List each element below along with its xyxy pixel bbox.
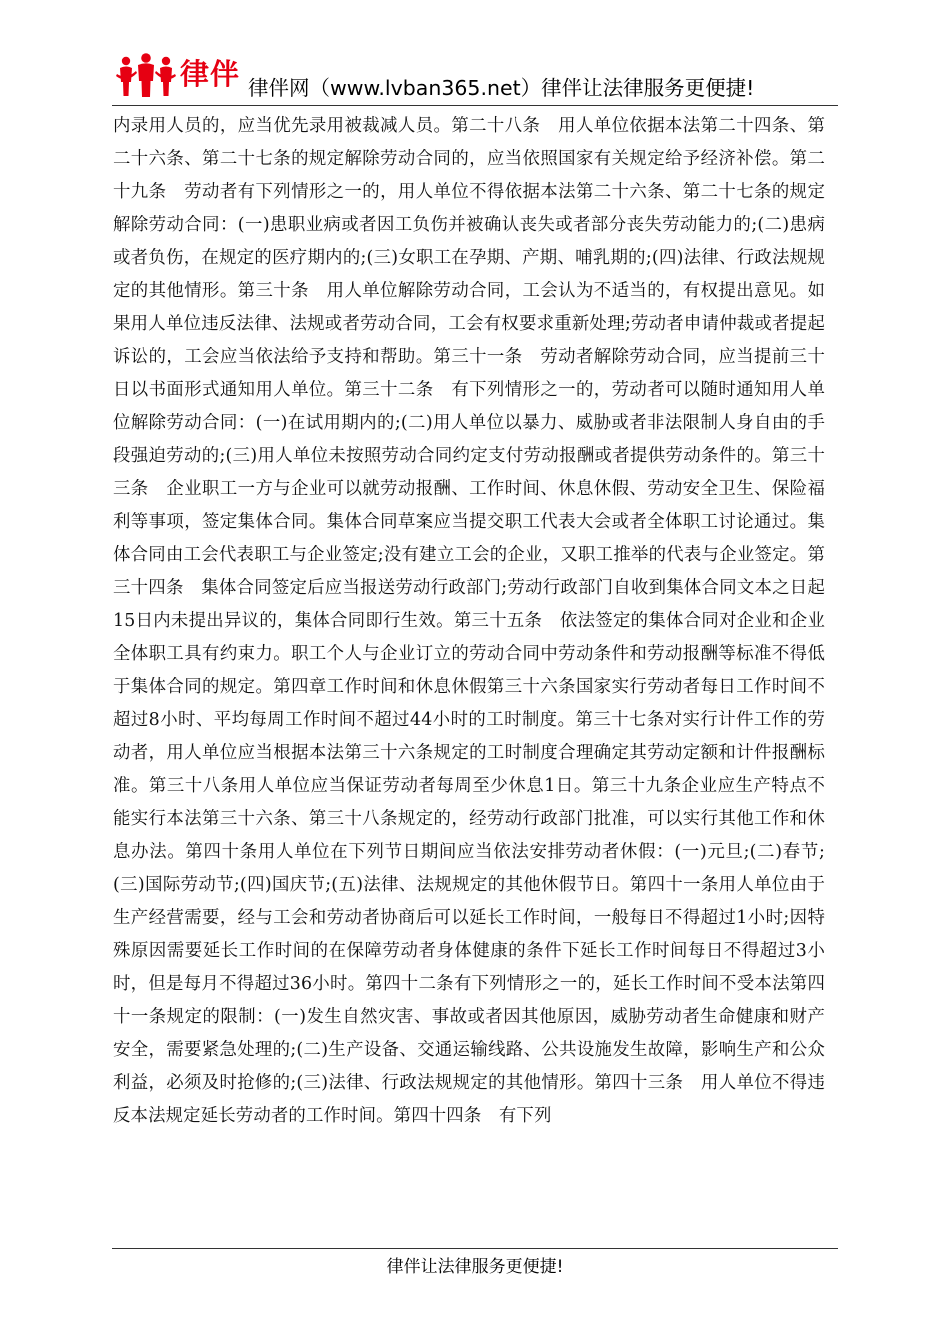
footer-slogan: 律伴让法律服务更便捷! — [386, 1257, 564, 1277]
lvban-logo-icon — [116, 52, 176, 100]
logo — [116, 52, 256, 100]
document-body: 内录用人员的，应当优先录用被裁减人员。第二十八条 用人单位依据本法第二十四条、第二十六条、第二十七条的规定解除劳动合同的，应当依照国家有关规定给予经济补偿。第二十九条 劳动者有下列情形之一的，用人单位不得依据本法第二十六条、第二十七条的规定解除劳动合同：(一)患职业病或者因工负伤并被确认丧失或者部分丧失劳动能力的;(二)患病或者负伤，在规定的医疗期内的;(三)女职工在孕期、产期、哺乳期的;(四)法律、行政法规规定的其他情形。第三十条 用人单位解除劳动合同，工会认为不适当的，有权提出意见。如果用人单位违反法律、法规或者劳动合同，工会有权要求重新处理;劳动者申请仲裁或者提起诉讼的，工会应当依法给予支持和帮助。第三十一条 劳动者解除劳动合同，应当提前三十日以书面形式通知用人单位。第三十二条 有下列情形之一的，劳动者可以随时通知用人单位解除劳动合同：(一)在试用期内的;(二)用人单位以暴力、威胁或者非法限制人身自由的手段强迫劳动的;(三)用人单位未按照劳动合同约定支付劳动报酬或者提供劳动条件的。第三十三条 企业职工一方与企业可以就劳动报酬、工作时间、休息休假、劳动安全卫生、保险福利等事项，签定集体合同。集体合同草案应当提交职工代表大会或者全体职工讨论通过。集体合同由工会代表职工与企业签定;没有建立工会的企业，又职工推举的代表与企业签定。第三十四条 集体合同签定后应当报送劳动行政部门;劳动行政部门自收到集体合同文本之日起15日内未提出异议的，集体合同即行生效。第三十五条 依法签定的集体合同对企业和企业全体职工具有约束力。职工个人与企业订立的劳动合同中劳动条件和劳动报酬等标准不得低于集体合同的规定。第四章工作时间和休息休假第三十六条国家实行劳动者每日工作时间不超过8小时、平均每周工作时间不超过44小时的工时制度。第三十七条对实行计件工作的劳动者，用人单位应当根据本法第三十六条规定的工时制度合理确定其劳动定额和计件报酬标准。第三十八条用人单位应当保证劳动者每周至少休息1日。第三十九条企业应生产特点不能实行本法第三十六条、第三十八条规定的，经劳动行政部门批准，可以实行其他工作和休息办法。第四十条用人单位在下列节日期间应当依法安排劳动者休假：(一)元旦;(二)春节;(三)国际劳动节;(四)国庆节;(五)法律、法规规定的其他休假节日。第四十一条用人单位由于生产经营需要，经与工会和劳动者协商后可以延长工作时间，一般每日不得超过1小时;因特殊原因需要延长工作时间的在保障劳动者身体健康的条件下延长工作时间每日不得超过3小时，但是每月不得超过36小时。第四十二条有下列情形之一的，延长工作时间不受本法第四十一条规定的限制：(一)发生自然灾害、事故或者因其他原因，威胁劳动者生命健康和财产安全，需要紧急处理的;(二)生产设备、交通运输线路、公共设施发生故障，影响生产和公众利益，必须及时抢修的;(三)法律、行政法规规定的其他情形。第四十三条 用人单位不得违反本法规定延长劳动者的工作时间。第四十四条 有下列 — [113, 116, 825, 1126]
page-header — [112, 48, 838, 106]
header-title: 律伴网（www.lvban365.net）律伴让法律服务更便捷! — [248, 76, 755, 100]
logo-text: 律伴 — [180, 57, 241, 91]
header-divider — [112, 105, 838, 106]
footer-divider — [112, 1248, 838, 1249]
